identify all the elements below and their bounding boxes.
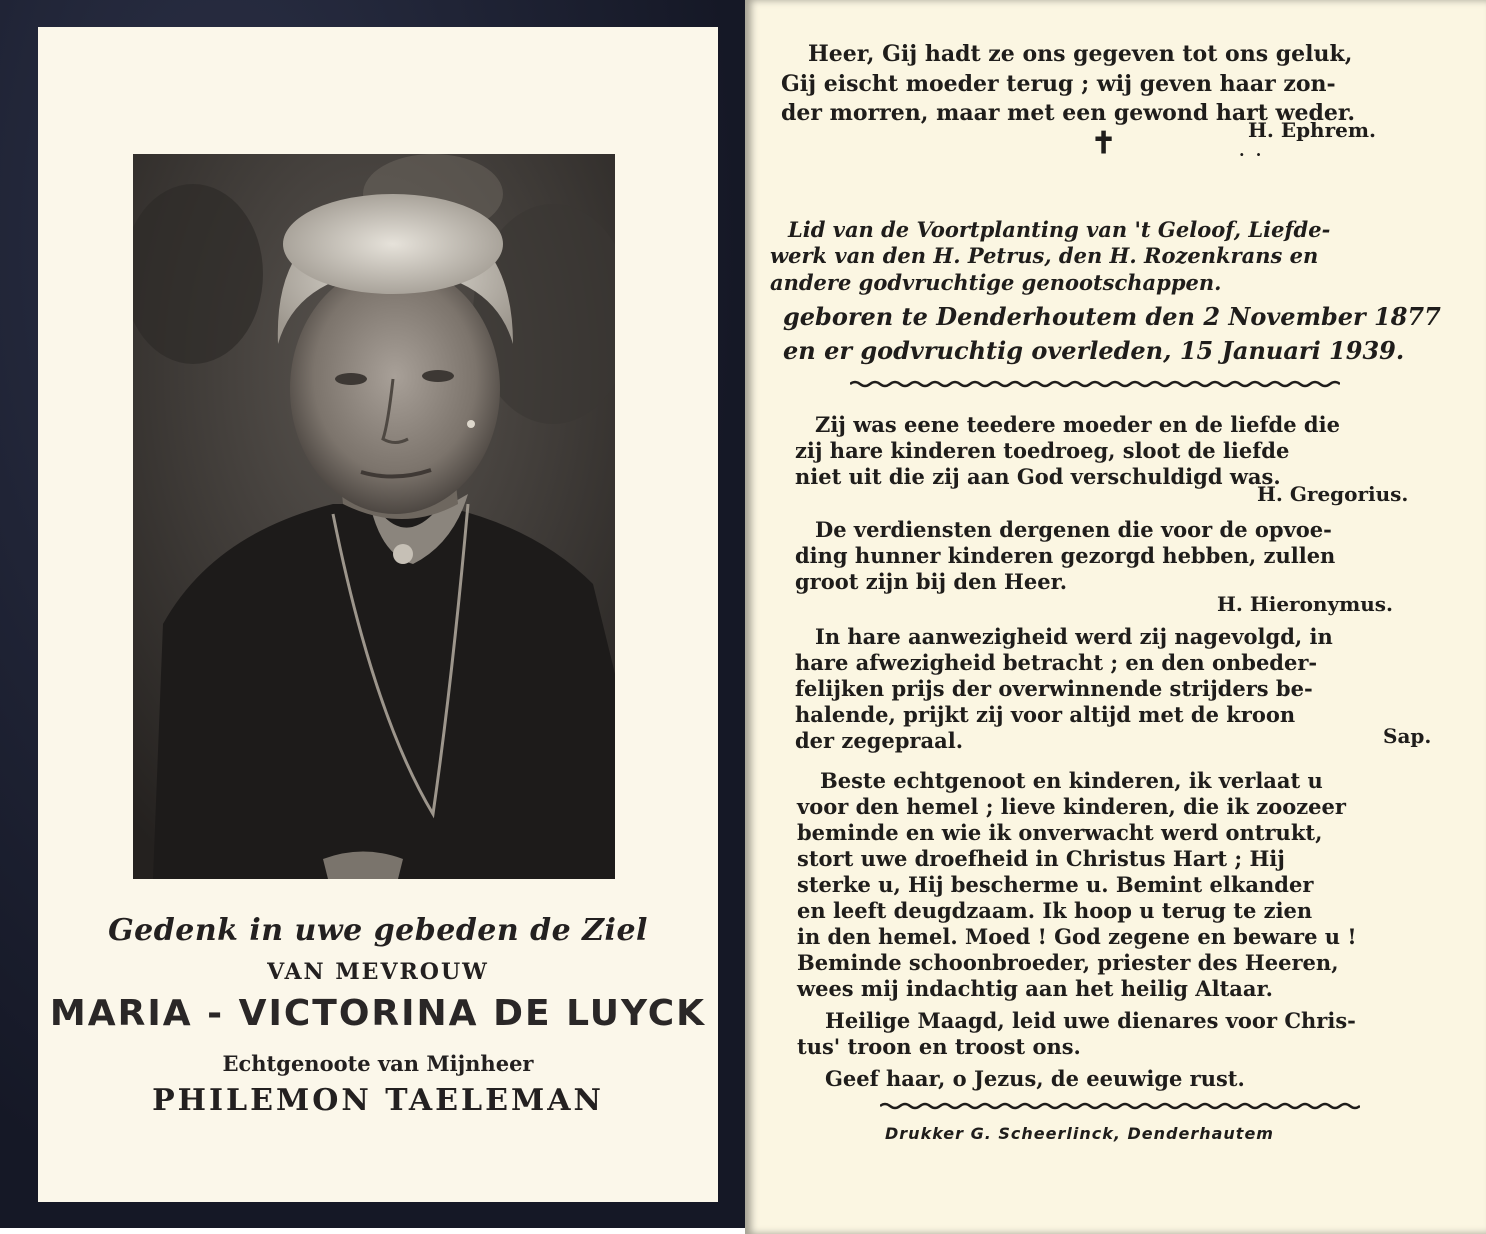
para4-line: Beste echtgenoot en kinderen, ik verlaat u [820,768,1323,793]
quote1-line: Heer, Gij hadt ze ons gegeven tot ons geluk, [808,41,1353,67]
para2-attribution: H. Hieronymus. [1217,592,1394,616]
death-line: en er godvruchtig overleden, 15 Januari 1939. [783,336,1405,365]
membership-line: werk van den H. Petrus, den H. Rozenkrans en [770,243,1319,268]
para2-line: ding hunner kinderen gezorgd hebben, zullen [795,543,1336,568]
para4-line: beminde en wie ik onverwacht werd ontrukt, [797,820,1323,845]
quote1-line: Gij eischt moeder terug ; wij geven haar zon- [781,71,1336,97]
left-card-face [38,27,718,1202]
left-card-border [0,0,745,1228]
para1-line: zij hare kinderen toedroeg, sloot de liefde [795,438,1290,463]
deceased-name: MARIA - VICTORINA DE LUYCK [49,993,707,1034]
para4-line: voor den hemel ; lieve kinderen, die ik zoozeer [797,794,1346,819]
membership-line: Lid van de Voortplanting van 't Geloof, Liefde- [788,217,1331,242]
quote1-line: der morren, maar met een gewond hart weder. [781,100,1356,126]
para4-line: sterke u, Hij bescherme u. Bemint elkander [797,872,1314,897]
para3-line: felijken prijs der overwinnende strijders be- [795,676,1313,701]
wavy-divider [850,380,1340,388]
para4-line: wees mij indachtig aan het heilig Altaar. [797,976,1273,1001]
para2-line: groot zijn bij den Heer. [795,569,1068,594]
right-card-face [745,0,1486,1234]
portrait-photo [133,154,615,879]
van-mevrouw-label: VAN MEVROUW [267,959,489,985]
para3-line: der zegepraal. [795,728,963,753]
spouse-line: Echtgenoote van Mijnheer [222,1051,534,1076]
para3-line: halende, prijkt zij voor altijd met de kroon [795,702,1296,727]
para4-line: en leeft deugdzaam. Ik hoop u terug te zien [797,898,1313,923]
para4-line: in den hemel. Moed ! God zegene en beware u ! [797,924,1357,949]
para4-line: stort uwe droefheid in Christus Hart ; Hij [797,846,1285,871]
wavy-divider-bottom [880,1102,1360,1110]
para5-line: Heilige Maagd, leid uwe dienares voor Chris- [825,1008,1356,1033]
dots-ornament: · · [1239,145,1262,164]
para3-line: hare afwezigheid betracht ; en den onbeder- [795,650,1318,675]
para3-attribution: Sap. [1383,724,1432,748]
quote1-attribution: H. Ephrem. [1248,118,1376,142]
para1-attribution: H. Gregorius. [1257,482,1409,506]
para5-line: tus' troon en troost ons. [797,1034,1081,1059]
birth-line: geboren te Denderhoutem den 2 November 1877 [783,302,1441,331]
printer-credit: Drukker G. Scheerlinck, Denderhautem [885,1124,1274,1143]
para1-line: Zij was eene teedere moeder en de liefde die [815,412,1340,437]
para4-line: Beminde schoonbroeder, priester des Heeren, [797,950,1339,975]
para2-line: De verdiensten dergenen die voor de opvoe- [815,517,1332,542]
cross-icon: ✝ [1091,126,1117,161]
prayer-request: Gedenk in uwe gebeden de Ziel [108,913,648,948]
para6-line: Geef haar, o Jezus, de eeuwige rust. [825,1066,1245,1091]
spouse-name: PHILEMON TAELEMAN [152,1083,604,1118]
membership-line: andere godvruchtige genootschappen. [770,270,1222,295]
para3-line: In hare aanwezigheid werd zij nagevolgd, in [815,624,1333,649]
right-card [745,0,1486,1234]
para1-line: niet uit die zij aan God verschuldigd was. [795,464,1281,489]
